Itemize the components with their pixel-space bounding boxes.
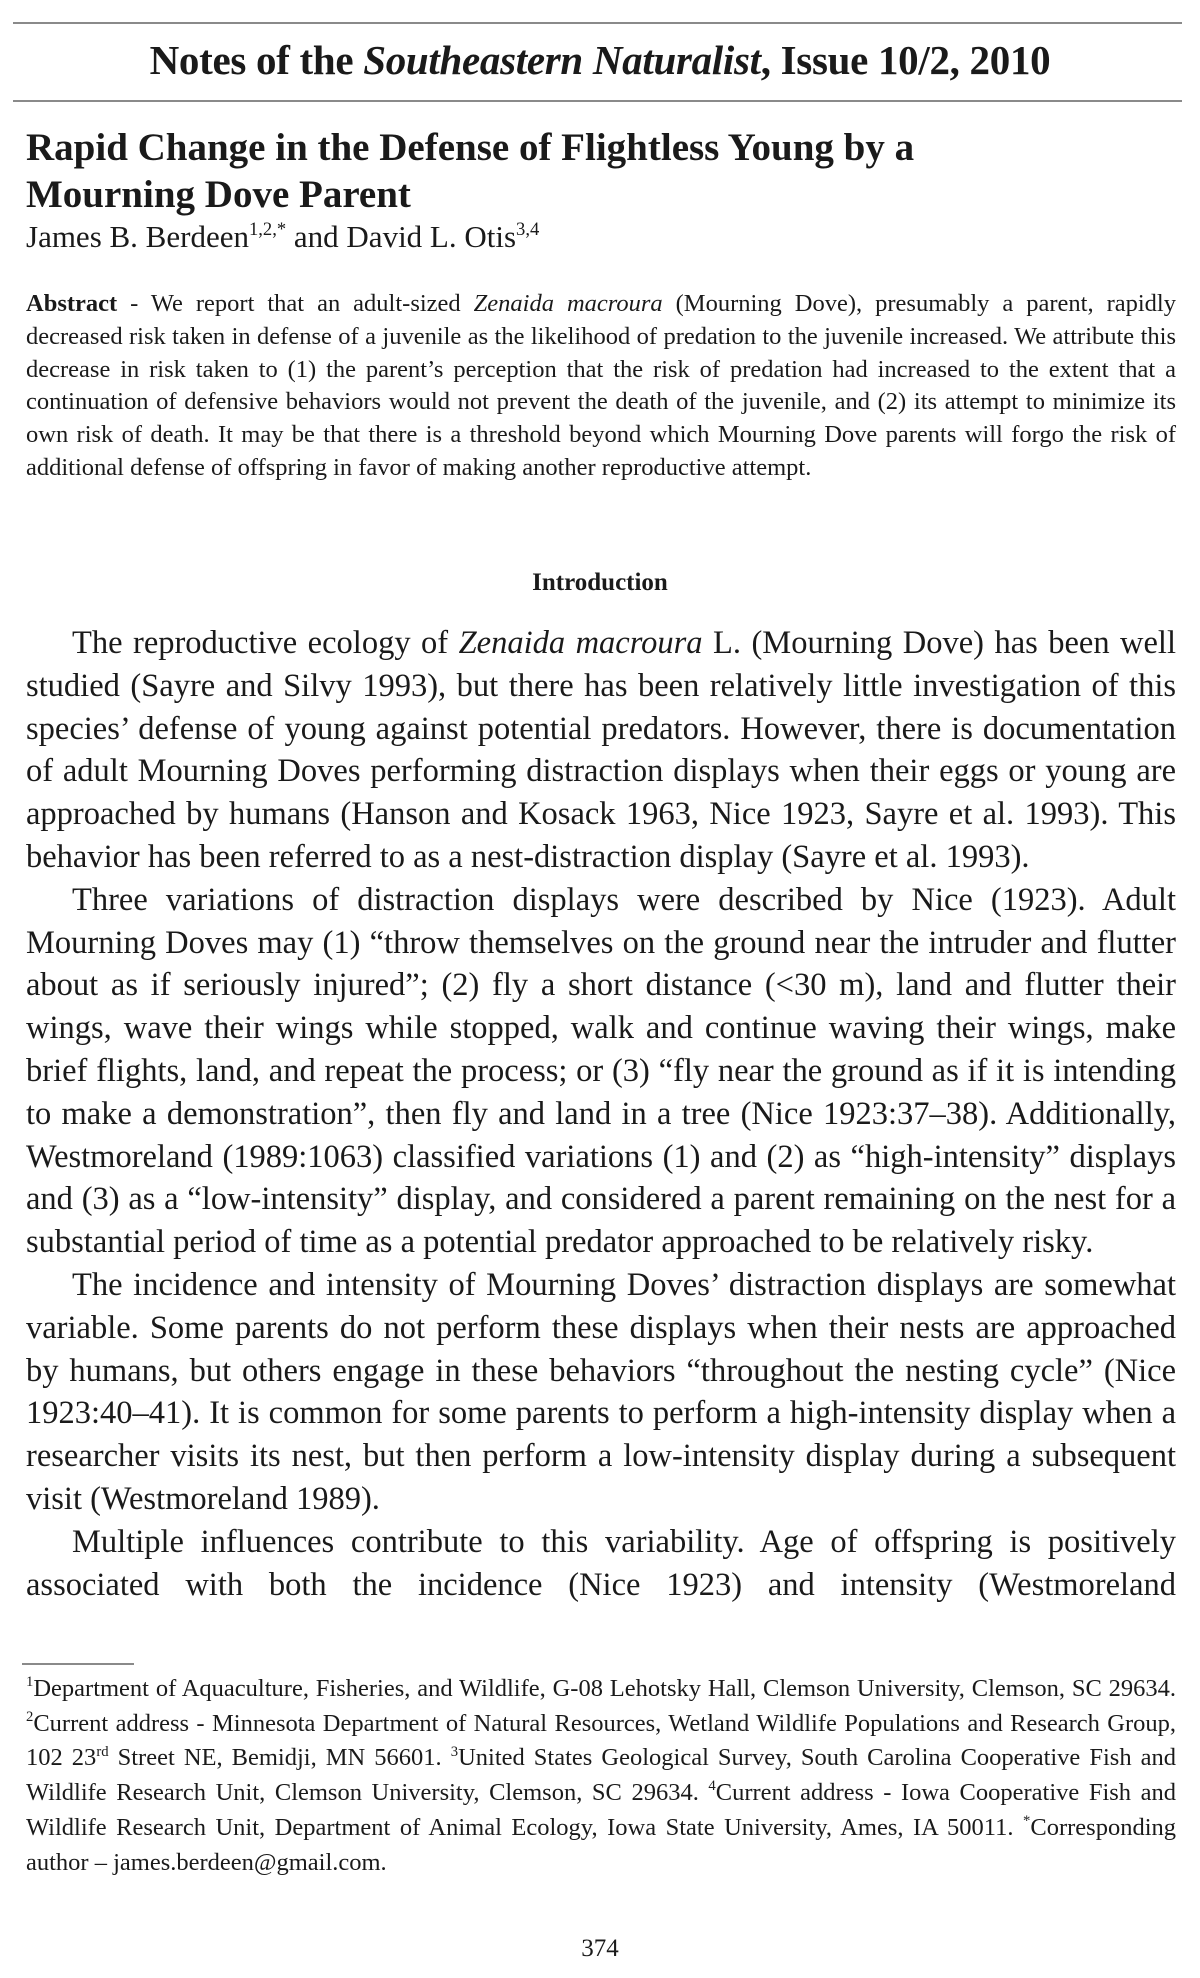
header-issue: , Issue 10/2, 2010 — [760, 37, 1051, 83]
ordinal-suffix: rd — [96, 1743, 109, 1760]
footnote-text: United States Geological Survey, South Carolina Cooperative Fish and Wildlife Research Unit, Clemson University, Clemson, SC 29634. — [26, 1744, 1177, 1807]
footnote-marker: 1 — [26, 1674, 34, 1691]
body-paragraph: Multiple influences contribute to this variability. Age of offspring is positively associated with both the incidence (Nice 1923) and intensity (Westmoreland — [26, 1523, 1176, 1603]
abstract-separator: - — [117, 290, 151, 317]
abstract-text: (Mourning Dove), presumably a parent, rapidly decreased risk taken in defense of a juvenile as the likelihood of predation to the juvenile increased. We attribute this decrease in risk taken to (1) the parent’s perception that the risk of predation had increased to the extent that a continuation of defensive behaviors would not prevent the death of the juvenile, and (2) its attempt to minimize its own risk of death. It may be that there is a threshold beyond which Mourning Dove parents will forgo the risk of additional defense of offspring in favor of making another reproductive attempt. — [26, 290, 1176, 481]
footnote-text: Street NE, Bemidji, MN 56601. — [108, 1744, 451, 1772]
header-top-rule — [13, 22, 1182, 24]
article-title — [26, 124, 1176, 218]
footnote-text: Corresponding author – james.berdeen@gmail.com. — [26, 1813, 1176, 1876]
running-header — [0, 36, 1200, 84]
footnote-marker: * — [1023, 1812, 1031, 1829]
author-list — [26, 220, 1176, 254]
author-affiliation-markers: 3,4 — [516, 218, 540, 240]
introduction-body — [26, 622, 1176, 1606]
body-paragraph: Three variations of distraction displays were described by Nice (1923). Adult Mourning Doves may (1) “throw themselves on the ground near the intruder and flutter about as if seriously injured”; (2) fly a short distance (<30 m), land and flutter their wings, wave their wings while stopped, walk and continue waving their wings, make brief flights, land, and repeat the process; or (3) “fly near the ground as if it is intending to make a demonstration”, then fly and land in a tree (Nice 1923:37–38). Additionally, Westmoreland (1989:1063) classified variations (1) and (2) as “high-intensity” displays and (3) as a “low-intensity” display, and considered a parent remaining on the nest for a substantial period of time as a potential predator approached to be relatively risky. — [26, 881, 1176, 1261]
footnote-text: Current address - Iowa Cooperative Fish and Wildlife Research Unit, Department of Animal Ecology, Iowa State University, Ames, IA 50011. — [26, 1779, 1176, 1841]
abstract-text: We report that an adult-sized — [150, 290, 474, 317]
footnote-marker: 4 — [708, 1778, 716, 1795]
author-joiner: and — [286, 219, 347, 254]
species-name: Zenaida macroura — [473, 290, 663, 317]
species-name: Zenaida macroura — [458, 625, 703, 661]
footnote-text: Department of Aquaculture, Fisheries, and Wildlife, G-08 Lehotsky Hall, Clemson University, Clemson, SC 29634. — [33, 1675, 1176, 1702]
body-paragraph — [26, 622, 1176, 879]
journal-name: Southeastern Naturalist — [363, 37, 761, 83]
footnote-separator — [22, 1663, 134, 1665]
paragraph-text: L. (Mourning Dove) has been well studied (Sayre and Silvy 1993), but there has been relatively little investigation of this species’ defense of young against potential predators. However, there is documentation of adult Mourning Doves performing distraction displays when their eggs or young are approached by humans (Hanson and Kosack 1963, Nice 1923, Sayre et al. 1993). This behavior has been referred to as a nest-distraction display (Sayre et al. 1993). — [26, 625, 1176, 875]
author-name: James B. Berdeen — [26, 219, 249, 254]
abstract-label: Abstract — [26, 290, 118, 317]
body-paragraph: The incidence and intensity of Mourning Doves’ distraction displays are somewhat variable. Some parents do not perform these displays when their nests are approached by humans, but others engage in these behaviors “throughout the nesting cycle” (Nice 1923:40–41). It is common for some parents to perform a high-intensity display when a researcher visits its nest, but then perform a low-intensity display during a subsequent visit (Westmoreland 1989). — [26, 1266, 1176, 1517]
footnote-marker: 3 — [450, 1743, 459, 1760]
author-name: David L. Otis — [346, 219, 517, 254]
header-prefix: Notes of the — [149, 37, 364, 83]
title-line-1: Rapid Change in the Defense of Flightless Young by a — [26, 126, 915, 169]
page-number: 374 — [581, 1935, 619, 1962]
footnotes — [26, 1672, 1176, 1880]
title-line-2: Mourning Dove Parent — [26, 173, 411, 216]
abstract — [26, 288, 1176, 485]
footnote-text: Current address - Minnesota Department of Natural Resources, Wetland Wildlife Populations and Research Group, 102 23 — [26, 1709, 1176, 1772]
footnote-marker: 2 — [26, 1708, 34, 1725]
paragraph-text: The reproductive ecology of — [72, 625, 459, 661]
header-bottom-rule — [13, 100, 1182, 102]
section-heading-introduction: Introduction — [532, 569, 668, 596]
author-affiliation-markers: 1,2,* — [248, 218, 287, 240]
